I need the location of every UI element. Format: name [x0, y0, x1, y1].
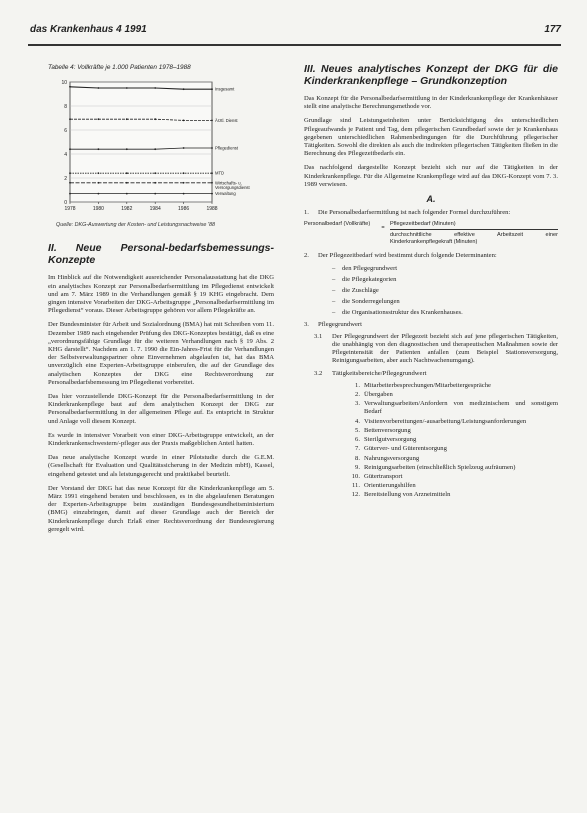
dash-item: – die Pflegekategorien — [332, 275, 397, 283]
journal-title: das Krankenhaus 4 1991 — [30, 24, 147, 35]
chart-source: Quelle: DKG-Auswertung der Kosten- und Leistungsnachweise '88 — [56, 222, 215, 229]
paragraph: Der Bundesminister für Arbeit und Sozialordnung (BMA) hat mit Schreiben vom 11. Dezember 1989 nach eingehender Prüfung des DKG-Konzeptes bestätigt, daß es eine „verordnungsfähige Grundlage für die weiteren Verhandlungen nach § 19 Abs. 2 KHG darstellt“. Nachdem am 1. 7. 1990 die Ein-Jahres-Frist für die Verhandlungen der Selbstverwaltungspartner ohne Einvernehmen abgelaufen ist, hat das BMA unverzüglich eine Experten-Arbeitsgruppe einberufen, die auf der Grundlage des analytischen Konzeptes der DKG eine Rechtsverordnung zur Personalbedarfsbemessung im Pflegedienst vorbereitet. — [48, 321, 274, 386]
data-point — [69, 149, 71, 151]
paragraph: Grundlage sind Leistungseinheiten unter Berücksichtigung des unterschiedlichen Pflegeaufwands je Patient und Tag, dem pflegerischen Grundbedarf sowie der je Krankenhaus gegebenen unterschiedlichen Rahmenbedingungen für die Durchführung pflegerischer Tätigkeiten. Sowohl die direkten als auch die indirekten pflegerischen Tätigkeiten fließen in die Berechnung des Pflegezeitbedarfs ein. — [304, 117, 558, 158]
data-point — [98, 182, 100, 184]
data-point — [69, 182, 71, 184]
paragraph: Es wurde in intensiver Vorarbeit von einer DKG-Arbeitsgruppe entwickelt, an der Kinderkrankenschwestern/-pfleger aus der Praxis maßgeblichen Anteil hatten. — [48, 431, 274, 448]
paragraph: Das Konzept für die Personalbedarfsermittlung in der Kinderkrankenpflege der Krankenhäuser stellt eine analytische Berechnungsmethode vor. — [304, 95, 558, 111]
list-text: Gütertransport — [364, 472, 403, 480]
data-point — [98, 119, 100, 121]
list-text: Orientierungshilfen — [364, 482, 416, 490]
series-label: MTD — [215, 170, 225, 176]
data-point — [126, 193, 128, 195]
section-heading-iii: III. Neues analytisches Konzept der DKG für die Kinderkrankenpflege – Grundkonzeption — [304, 63, 558, 87]
section-a-heading: A. — [426, 194, 436, 205]
y-tick-label: 6 — [64, 128, 67, 135]
list-number: 6. — [355, 436, 360, 444]
list-number: 7. — [355, 445, 360, 453]
chart-svg — [48, 76, 258, 219]
data-point — [183, 173, 185, 175]
sub-text: Tätigkeitsbereiche/Pflegegrundwert — [332, 369, 427, 377]
data-point — [126, 119, 128, 121]
data-point — [126, 149, 128, 151]
formula-left: Personalbedarf (Vollkräfte) — [304, 221, 371, 228]
list-number: 12. — [351, 491, 360, 499]
x-tick-label: 1978 — [64, 206, 76, 213]
data-point — [69, 119, 71, 121]
data-point — [126, 87, 128, 89]
item-text: Die Personalbedarfsermittlung ist nach folgender Formel durchzuführen: — [318, 209, 511, 217]
series-label: Verwaltung — [215, 191, 236, 197]
series-label: Ärztl. Dienst — [215, 118, 238, 124]
list-number: 3. — [355, 400, 360, 408]
list-text: Mitarbeiterbesprechungen/Mitarbeitergespräche — [364, 381, 491, 389]
dash-text: die Organisationsstruktur des Krankenhauses. — [342, 309, 463, 317]
data-point — [183, 147, 185, 149]
dash-text: die Zuschläge — [342, 287, 379, 295]
list-item — [344, 418, 558, 426]
data-point — [126, 182, 128, 184]
y-tick-label: 10 — [61, 80, 67, 87]
data-point — [69, 193, 71, 195]
y-tick-label: 4 — [64, 152, 67, 159]
section-heading-ii: II. Neue Personal-bedarfsbemessungs-Konzepte — [48, 242, 274, 266]
series-label: Wirtschafts- u. — [215, 180, 242, 186]
list-item — [344, 400, 558, 416]
list-item — [344, 445, 558, 453]
list-item — [344, 436, 558, 444]
formula-denominator: durchschnittliche effektive Arbeitszeit einer Kinderkrankenpflegekraft (Minuten) — [390, 232, 558, 246]
data-point — [183, 120, 185, 122]
list-number: 10. — [351, 472, 360, 480]
series-label-cont: Versorgungsdienst — [215, 185, 250, 191]
paragraph: Das neue analytische Konzept wurde in einer Pilotstudie durch die G.E.M. (Gesellschaft für Evaluation und Qualitätssicherung in der Medizin mbH), Kassel, eingehend getestet und als leistungsgerecht und praktikabel beurteilt. — [48, 454, 274, 478]
list-text: Reinigungsarbeiten (einschließlich Spielzeug aufräumen) — [364, 463, 516, 471]
item-number: 3. — [304, 320, 309, 328]
data-point — [154, 149, 156, 151]
formula-fraction — [390, 221, 558, 246]
data-point — [154, 119, 156, 121]
list-text: Visitenvorbereitungen/-ausarbeitung/Leistungsanforderungen — [364, 417, 527, 425]
data-point — [126, 173, 128, 175]
item-number: 2. — [304, 252, 309, 260]
y-tick-label: 2 — [64, 176, 67, 183]
list-number: 11. — [352, 482, 360, 490]
x-tick-label: 1980 — [92, 206, 104, 213]
data-point — [211, 193, 213, 195]
paragraph: Das hier vorzustellende DKG-Konzept für die Personalbedarfsermittlung in der Kinderkrankenpflege baut auf dem analytischen Konzept der DKG zur Personalbedarfsermittlung in der allgemeinen Pflege auf. Es entspricht in Struktur und Anlage voll diesem Konzept. — [48, 393, 274, 425]
data-point — [154, 87, 156, 89]
list-item — [344, 464, 558, 472]
dash-item: – die Sonderregelungen — [332, 298, 400, 306]
series-label: Pflegedienst — [215, 145, 239, 151]
data-point — [211, 173, 213, 175]
data-point — [98, 173, 100, 175]
x-tick-label: 1984 — [149, 206, 161, 213]
data-point — [211, 120, 213, 122]
sub-number: 3.1 — [314, 332, 323, 340]
data-point — [154, 193, 156, 195]
page-number: 177 — [544, 24, 561, 35]
paragraph: Das nachfolgend dargestellte Konzept bezieht sich nur auf die Tätigkeiten in der Kinderkrankenpflege. Für die Allgemeine Krankenpflege wird auf das DKG-Konzept vom 7. 3. 1989 verwiesen. — [304, 164, 558, 188]
data-point — [98, 149, 100, 151]
list-item — [344, 382, 558, 390]
list-number: 9. — [355, 463, 360, 471]
data-point — [183, 89, 185, 91]
list-number: 1. — [355, 381, 360, 389]
sub-text: Der Pflegegrundwert der Pflegezeit bezieht sich auf jene pflegerischen Tätigkeiten, die unabhängig von den diagnostischen und therapeutischen Maßnahmen sowie der Pflegeintensität der Patienten anfallen (zum Beispiel Stationsversorgung, Reinigungsarbeiten, aber auch Nachtwachenumgang). — [332, 332, 558, 365]
list-item — [344, 491, 558, 499]
data-point — [98, 193, 100, 195]
numbered-item-2 — [304, 252, 558, 260]
list-number: 2. — [355, 391, 360, 399]
data-point — [211, 147, 213, 149]
list-text: Bettenversorgung — [364, 426, 411, 434]
list-item — [344, 391, 558, 399]
y-tick-label: 0 — [64, 200, 67, 207]
dash-item: – die Organisationsstruktur des Krankenhauses. — [332, 309, 463, 317]
dash-item: – den Pflegegrundwert — [332, 264, 398, 272]
data-point — [211, 182, 213, 184]
formula — [304, 221, 558, 246]
dash-text: die Pflegekategorien — [342, 275, 397, 283]
formula-numerator: Pflegezeitbedarf (Minuten) — [390, 221, 558, 230]
sub-number: 3.2 — [314, 369, 323, 377]
list-item — [344, 455, 558, 463]
y-tick-label: 8 — [64, 104, 67, 111]
sub-item-3-2 — [314, 370, 558, 378]
item-number: 1. — [304, 209, 309, 217]
sub-item-3-1 — [314, 333, 558, 366]
data-point — [211, 89, 213, 91]
line-chart — [48, 76, 258, 219]
list-number: 5. — [355, 426, 360, 434]
x-tick-label: 1982 — [121, 206, 133, 213]
x-tick-label: 1986 — [178, 206, 190, 213]
table-caption: Tabelle 4: Vollkräfte je 1.000 Patienten 1978–1988 — [48, 64, 191, 71]
data-point — [69, 86, 71, 88]
list-text: Nahrungsversorgung — [364, 454, 420, 462]
page-header — [28, 22, 561, 46]
data-point — [183, 182, 185, 184]
dash-text: die Sonderregelungen — [342, 298, 400, 306]
item-text: Pflegegrundwert — [318, 320, 362, 328]
list-item — [344, 482, 558, 490]
dash-item: – die Zuschläge — [332, 287, 379, 295]
paragraph: Im Hinblick auf die Notwendigkeit ausreichender Personalausstattung hat die DKG ein analytisches Konzept zur Personalbedarfsermittlung im Pflegedienst entwickelt und am 7. März 1989 in die Verhandlungen gemäß § 19 KHG eingebracht. Dem gingen intensive Vorarbeiten der DKG-Arbeitsgruppe „Personalbedarfsermittlung im Pflegedienst“ voraus. Dieser Arbeitsgruppe gehören vor allem Pflegekräfte an. — [48, 274, 274, 315]
series-label: Insgesamt — [215, 86, 235, 92]
list-text: Güterver- und Güterentsorgung — [364, 445, 447, 453]
left-column — [48, 64, 274, 540]
list-text: Sterilgutversorgung — [364, 436, 417, 444]
item-text: Der Pflegezeitbedarf wird bestimmt durch folgende Determinanten: — [318, 252, 497, 260]
list-text: Bereitstellung von Arzneimitteln — [364, 491, 451, 499]
data-point — [98, 87, 100, 89]
list-item — [344, 427, 558, 435]
list-text: Übergaben — [364, 391, 393, 399]
right-column — [304, 64, 558, 501]
activity-list — [344, 382, 558, 500]
dash-text: den Pflegegrundwert — [342, 264, 398, 272]
x-tick-label: 1988 — [206, 206, 218, 213]
list-number: 8. — [355, 454, 360, 462]
list-text: Verwaltungsarbeiten/Anfordern von medizinischem und sonstigem Bedarf — [364, 400, 558, 416]
numbered-item-1 — [304, 209, 558, 217]
data-point — [154, 173, 156, 175]
data-point — [154, 182, 156, 184]
data-point — [183, 193, 185, 195]
data-point — [69, 173, 71, 175]
list-item — [344, 473, 558, 481]
plot-frame — [70, 82, 212, 202]
formula-equals: = — [381, 225, 385, 232]
paragraph: Der Vorstand der DKG hat das neue Konzept für die Kinderkrankenpflege am 5. März 1991 eingehend beraten und beschlossen, es in die abgelaufenen Beratungen der Experten-Arbeitsgruppe beim zuständigen Bundesgesundheitsministerium (BMG) einzubringen, damit auf dieser Grundlage auch der Bereich der Kinderkrankenpflege durch Erlaß einer Rechtsverordnung der Bundesregierung geregelt wird. — [48, 484, 274, 533]
list-number: 4. — [355, 417, 360, 425]
numbered-item-3 — [304, 321, 558, 329]
